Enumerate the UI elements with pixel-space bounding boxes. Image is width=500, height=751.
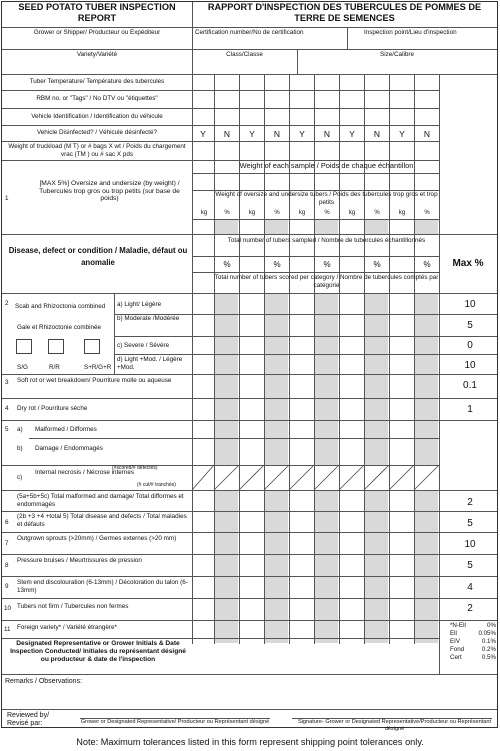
- total-malformed-label: (5a+5b+5c) Total malformed and damage/ Total difformes et endommagés: [17, 493, 184, 508]
- yes-mark[interactable]: Y: [200, 129, 206, 139]
- kg-unit: kg: [348, 210, 356, 216]
- tolerance-table: [450, 622, 496, 662]
- section-5-num: 5: [5, 426, 9, 433]
- title-en: SEED POTATO TUBER INSPECTION REPORT: [2, 2, 193, 27]
- section-11-num: 11: [4, 626, 11, 633]
- no-mark[interactable]: N: [423, 129, 431, 139]
- section-6-num: 6: [5, 519, 9, 526]
- max-combo: 10: [464, 360, 476, 371]
- section-2-num: 2: [5, 300, 9, 307]
- bruises-label: Pressure bruises / Meurtrissures de pression: [17, 557, 142, 564]
- sampled-header: Total number of tubers sampled / Nombre de tubercules échantillonnés: [227, 237, 426, 244]
- malformed-label: Malformed / Difformes: [35, 426, 97, 433]
- section-9-num: 9: [5, 583, 9, 590]
- rr-label: R/R: [49, 364, 60, 371]
- truckload-label: Weight of truckload (M T) or # bags X wt / Poids du chargement vrac (TM ) ou # sac X pds: [8, 143, 186, 158]
- max-moderate: 5: [467, 320, 473, 331]
- temp-label: Tuber Temperature/ Température des tubercules: [29, 78, 165, 85]
- disinfected-label: Vehicle Disinfected? / Véhicule désinfecté?: [36, 129, 158, 136]
- form-frame: [1, 1, 498, 732]
- oversize-label: [MAX 5%] Oversize and undersize (by weight) / Tubercules trop gros ou trop petits (sur base de poids): [39, 180, 180, 202]
- pct-unit: %: [424, 210, 430, 216]
- max-light: 10: [464, 299, 476, 310]
- item-5a: a): [17, 426, 23, 433]
- sig2-label: Signature- Grower or Designated Representative/Producteur ou Représentant désigné: [297, 719, 492, 732]
- scab-title-en: Scab and Rhizoctonia combined: [15, 303, 106, 310]
- max-not-firm: 2: [467, 603, 473, 614]
- tol-value: 0.1%: [481, 638, 496, 645]
- grower-label: Grower or Shipper/ Producteur ou Expéditeur: [33, 29, 161, 36]
- max-sprouts: 10: [464, 539, 476, 550]
- section-10-num: 10: [4, 605, 12, 612]
- max-total-disease: 5: [467, 518, 473, 529]
- item-5c: c): [17, 474, 23, 481]
- tol-class: Ell: [450, 630, 457, 637]
- moderate-label: b) Moderate /Modérée: [117, 315, 180, 322]
- pct-unit: %: [423, 260, 431, 269]
- tol-value: 0.05%: [478, 630, 496, 637]
- kg-unit: kg: [200, 210, 208, 216]
- kg-unit: kg: [398, 210, 406, 216]
- tol-value: 0%: [487, 622, 496, 629]
- title-fr: RAPPORT D'INSPECTION DES TUBERCULES DE POMMES DE TERRE DE SEMENCES: [207, 2, 482, 23]
- soft-rot-label: Soft rot or wet breakdown/ Pourriture molle ou aqueuse: [17, 377, 172, 384]
- yes-mark[interactable]: Y: [299, 129, 305, 139]
- pct-unit: %: [273, 260, 281, 269]
- yes-mark[interactable]: Y: [399, 129, 405, 139]
- pct-unit: %: [323, 260, 331, 269]
- designated-label: Designated Representative or Grower Initials & Date Inspection Conducted/ Initiales du représentant désigné ou producteur & date de l'inspection: [10, 640, 186, 663]
- scab-title-fr: Gale et Rhizoctonie combinée: [17, 324, 102, 331]
- item-5b: b): [17, 445, 23, 452]
- sprouts-label: Outgrown sprouts (>20mm) / Germes externes (>20 mm): [17, 535, 177, 542]
- tol-value: 0.5%: [481, 654, 496, 661]
- sg-label: S/G: [17, 364, 28, 371]
- foreign-label: Foreign variety* / Variété étrangère*: [17, 624, 117, 631]
- oversize-header: Weight of oversize and undersize tubers / Poids des tubercules trop gros et trop petits: [215, 191, 438, 206]
- pct-unit: %: [373, 260, 381, 269]
- rbm-label: RBM no. or "Tags" / No DTV ou "étiquettes": [36, 95, 158, 102]
- pct-unit: %: [223, 260, 231, 269]
- tol-class: Cert: [450, 654, 462, 661]
- stem-end-label: Stem end discolouration (6-13mm) / Décoloration du talon (6-13mm): [17, 579, 188, 594]
- no-mark[interactable]: N: [273, 129, 281, 139]
- scored-detected-note: (#scored/# détectés): [112, 465, 158, 471]
- light-label: a) Light/ Légère: [117, 301, 162, 308]
- max-dry-rot: 1: [467, 404, 473, 415]
- pct-unit: %: [274, 210, 280, 216]
- section-7-num: 7: [5, 540, 9, 547]
- tol-class: Fond: [450, 646, 465, 653]
- pct-unit: %: [374, 210, 380, 216]
- pct-unit: %: [224, 210, 230, 216]
- max-bruises: 5: [467, 560, 473, 571]
- max-soft-rot: 0.1: [463, 380, 477, 391]
- sample-weight-header: Weight of each sample / Poids de chaque échantillon: [239, 161, 414, 170]
- size-label: Size/Calibre: [380, 51, 414, 58]
- tol-value: 0.2%: [481, 646, 496, 653]
- disease-title: Disease, defect or condition / Maladie, défaut ou anomalie: [8, 246, 188, 267]
- point-label: Inspection point/Lieu d'inspection: [364, 29, 457, 36]
- srgr-label: S+R/G+R: [84, 364, 112, 371]
- reviewed-label: Reviewed by/ Revisé par:: [7, 712, 50, 727]
- remarks-label: Remarks / Observations:: [5, 678, 83, 685]
- max-stem-end: 4: [467, 582, 473, 593]
- vehicle-label: Vehicle Identification / Identification du véhicule: [31, 113, 163, 120]
- section-4-num: 4: [5, 405, 9, 412]
- damage-label: Damage / Endommagés: [35, 445, 103, 452]
- cut-note: (# cut/# tranchés): [137, 482, 176, 488]
- class-label: Class/Classe: [226, 51, 263, 58]
- max-severe: 0: [467, 340, 473, 351]
- max-total-malformed: 2: [467, 497, 473, 508]
- no-mark[interactable]: N: [223, 129, 231, 139]
- total-disease-label: (2b +3 +4 +total 5) Total disease and defects / Total maladies et défauts: [17, 513, 187, 528]
- pct-unit: %: [324, 210, 330, 216]
- section-1-num: 1: [5, 195, 9, 202]
- necrosis-label: Internal necrosis / Nécrose internes: [35, 469, 135, 476]
- tol-class: *N-Ell: [450, 622, 466, 629]
- kg-unit: kg: [248, 210, 256, 216]
- yes-mark[interactable]: Y: [249, 129, 255, 139]
- section-8-num: 8: [5, 562, 9, 569]
- no-mark[interactable]: N: [323, 129, 331, 139]
- max-pct-header: Max %: [452, 258, 484, 269]
- sig1-label: Grower or Designated Representative/ Producteur ou Représentant désigné: [80, 719, 270, 725]
- footer-note: Note: Maximum tolerances listed in this form represent shipping point tolerances only.: [76, 737, 424, 747]
- cert-label: Certification number/No de certification: [195, 29, 304, 36]
- no-mark[interactable]: N: [373, 129, 381, 139]
- tol-class: EIV: [450, 638, 460, 645]
- dry-rot-label: Dry rot / Pourriture sèche: [17, 405, 88, 412]
- variety-label: Variety/Variété: [76, 51, 118, 58]
- kg-unit: kg: [298, 210, 306, 216]
- severe-label: c) Severe / Sévère: [117, 342, 170, 349]
- not-firm-label: Tubers not firm / Tubercules non fermes: [17, 603, 129, 610]
- section-3-num: 3: [5, 379, 9, 386]
- yes-mark[interactable]: Y: [349, 129, 355, 139]
- scored-header: Total number of tubers scored per category / Nombre de tubercules comptés par catégorie: [214, 274, 439, 289]
- combo-label: d) Light +Mod. / Légère +Mod.: [117, 356, 183, 371]
